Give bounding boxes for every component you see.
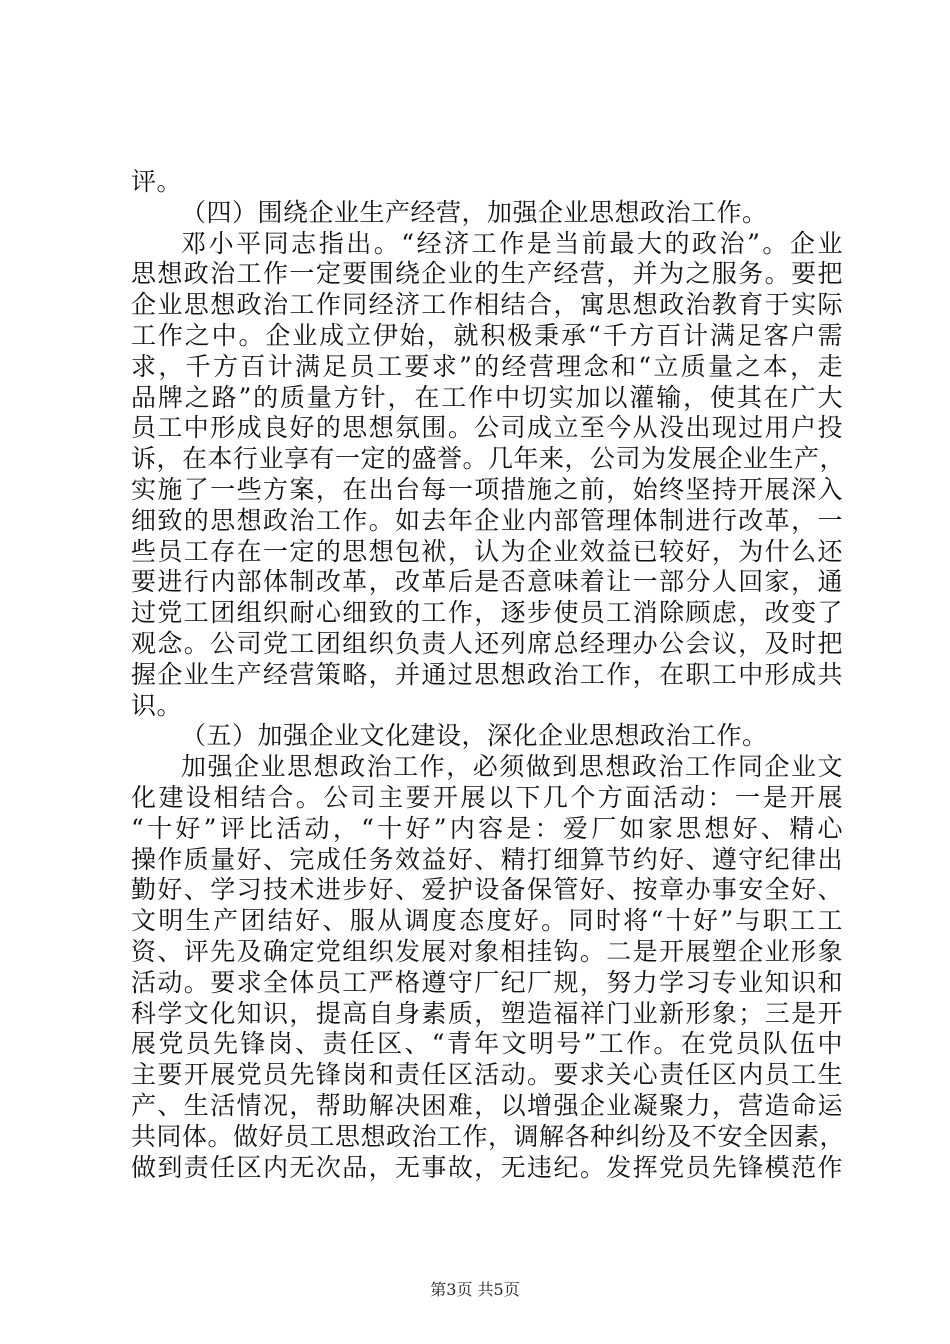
text-line: 加强企业思想政治工作，必须做到思想政治工作同企业文 bbox=[181, 752, 843, 782]
text-line: 产、生活情况，帮助解决困难，以增强企业凝聚力，营造命运 bbox=[131, 1090, 843, 1120]
text-line: 求，千方百计满足员工要求”的经营理念和“立质量之本，走 bbox=[131, 351, 843, 381]
text-line: 化建设相结合。公司主要开展以下几个方面活动：一是开展 bbox=[131, 782, 843, 812]
text-line: 细致的思想政治工作。如去年企业内部管理体制进行改革，一 bbox=[131, 505, 843, 535]
text-line: 邓小平同志指出。“经济工作是当前最大的政治”。企业 bbox=[181, 228, 843, 258]
text-line: 勤好、学习技术进步好、爱护设备保管好、按章办事安全好、 bbox=[131, 875, 843, 905]
text-line: 主要开展党员先锋岗和责任区活动。要求关心责任区内员工生 bbox=[131, 1060, 843, 1090]
text-line: 工作之中。企业成立伊始，就积极秉承“千方百计满足客户需 bbox=[131, 320, 843, 350]
text-line: 识。 bbox=[131, 690, 183, 720]
text-line: 员工中形成良好的思想氛围。公司成立至今从没出现过用户投 bbox=[131, 413, 843, 443]
text-line: 活动。要求全体员工严格遵守厂纪厂规，努力学习专业知识和 bbox=[131, 967, 843, 997]
text-line: 要进行内部体制改革，改革后是否意味着让一部分人回家，通 bbox=[131, 567, 843, 597]
text-line: 过党工团组织耐心细致的工作，逐步使员工消除顾虑，改变了 bbox=[131, 598, 843, 628]
text-line: 评。 bbox=[131, 167, 183, 196]
text-line: 科学文化知识，提高自身素质，塑造福祥门业新形象；三是开 bbox=[131, 998, 843, 1028]
text-line: 操作质量好、完成任务效益好、精打细算节约好、遵守纪律出 bbox=[131, 844, 843, 874]
text-line: （四）围绕企业生产经营，加强企业思想政治工作。 bbox=[181, 197, 768, 227]
text-line: 些员工存在一定的思想包袱，认为企业效益已较好，为什么还 bbox=[131, 536, 843, 566]
text-line: 文明生产团结好、服从调度态度好。同时将“十好”与职工工 bbox=[131, 906, 843, 936]
text-line: 观念。公司党工团组织负责人还列席总经理办公会议，及时把 bbox=[131, 628, 843, 658]
text-line: “十好”评比活动，“十好”内容是：爱厂如家思想好、精心 bbox=[131, 813, 843, 843]
text-line: 握企业生产经营策略，并通过思想政治工作，在职工中形成共 bbox=[131, 659, 843, 689]
text-line: 展党员先锋岗、责任区、“青年文明号”工作。在党员队伍中 bbox=[131, 1029, 843, 1059]
text-line: 资、评先及确定党组织发展对象相挂钩。二是开展塑企业形象 bbox=[131, 936, 843, 966]
text-line: 诉，在本行业享有一定的盛誉。几年来，公司为发展企业生产， bbox=[131, 444, 846, 474]
text-line: 共同体。做好员工思想政治工作，调解各种纠纷及不安全因素， bbox=[131, 1121, 846, 1151]
text-line: （五）加强企业文化建设，深化企业思想政治工作。 bbox=[181, 721, 768, 751]
document-body bbox=[131, 167, 846, 1183]
text-line: 实施了一些方案，在出台每一项措施之前，始终坚持开展深入 bbox=[131, 474, 843, 504]
page-footer: 第3页 共5页 bbox=[430, 1280, 520, 1299]
text-line: 思想政治工作一定要围绕企业的生产经营，并为之服务。要把 bbox=[131, 259, 843, 289]
text-line: 做到责任区内无次品，无事故，无违纪。发挥党员先锋模范作 bbox=[131, 1152, 843, 1182]
text-line: 品牌之路”的质量方针，在工作中切实加以灌输，使其在广大 bbox=[131, 382, 843, 412]
text-line: 企业思想政治工作同经济工作相结合，寓思想政治教育于实际 bbox=[131, 290, 843, 320]
